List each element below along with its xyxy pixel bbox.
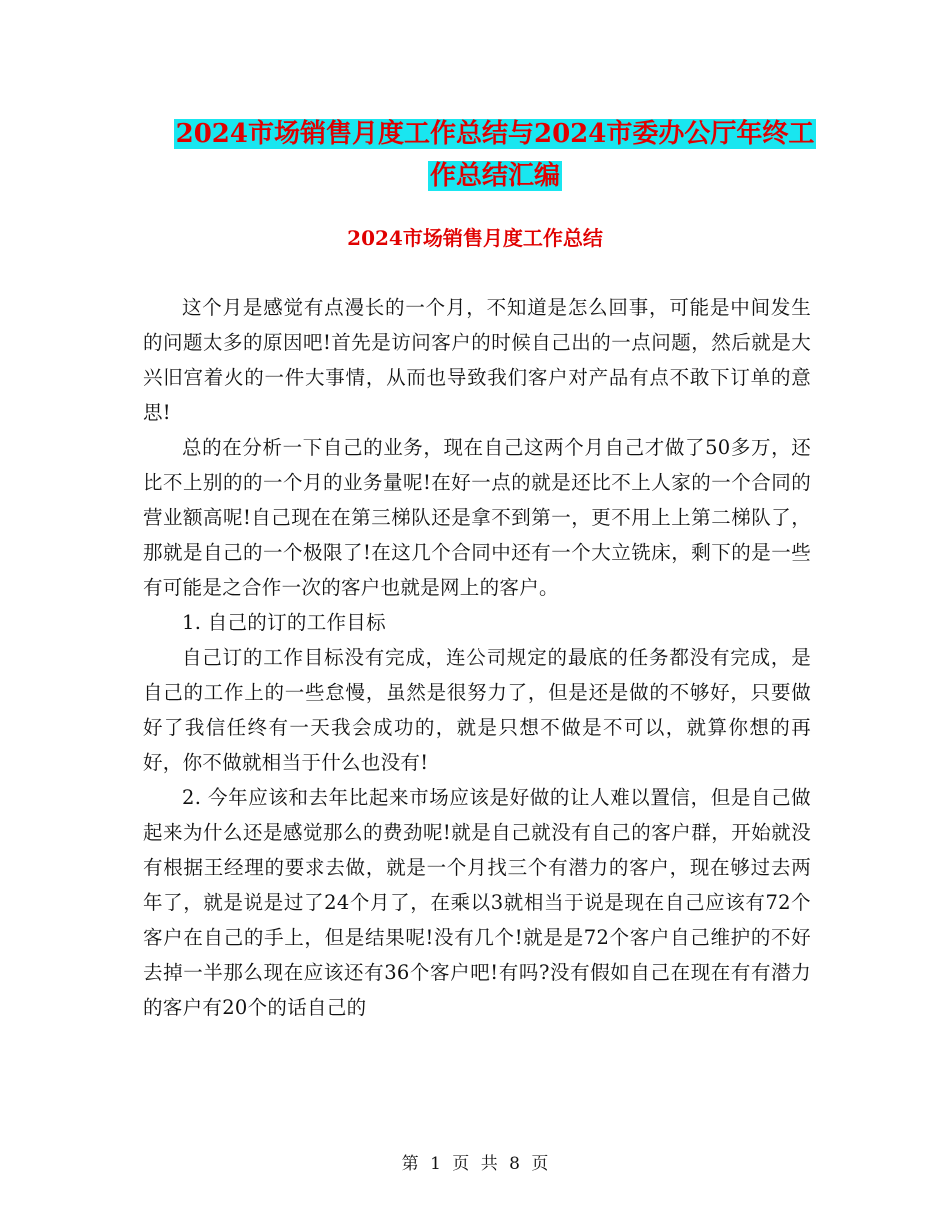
document-body xyxy=(143,290,811,1025)
document-title-line-2 xyxy=(140,154,850,198)
list-heading: 1. 自己的订的工作目标 xyxy=(182,611,386,634)
paragraph: 2. 今年应该和去年比起来市场应该是好做的让人难以置信，但是自己做起来为什么还是感觉那么的费劲呢!就是自己就没有自己的客户群，开始就没有根据王经理的要求去做，就是一个月找三个有潜力的客户，现在够过去两年了，就是说是过了24个月了，在乘以3就相当于说是现在自己应该有72个客户在自己的手上，但是结果呢!没有几个!就是是72个客户自己维护的不好去掉一半那么现在应该还有36个客户吧!有吗?没有假如自己在现在有有潜力的客户有20个的话自己的 xyxy=(143,786,811,1019)
document-title-line-1 xyxy=(140,112,850,156)
title-highlight: 2024市场销售月度工作总结与2024市委办公厅年终工 xyxy=(175,119,815,149)
title-highlight: 作总结汇编 xyxy=(429,161,560,191)
page-footer: 第 1 页 共 8 页 xyxy=(401,1154,549,1174)
paragraph: 总的在分析一下自己的业务，现在自己这两个月自己才做了50多万，还比不上别的的一个月的业务量呢!在好一点的就是还比不上人家的一个合同的营业额高呢!自己现在在第三梯队还是拿不到第一，更不用上上第二梯队了，那就是自己的一个极限了!在这几个合同中还有一个大立铣床，剩下的是一些有可能是之合作一次的客户也就是网上的客户。 xyxy=(143,436,811,599)
section-title: 2024市场销售月度工作总结 xyxy=(347,226,603,250)
paragraph: 这个月是感觉有点漫长的一个月，不知道是怎么回事，可能是中间发生的问题太多的原因吧!首先是访问客户的时候自己出的一点问题，然后就是大兴旧宫着火的一件大事情，从而也导致我们客户对产品有点不敢下订单的意思! xyxy=(143,296,811,424)
paragraph: 自己订的工作目标没有完成，连公司规定的最底的任务都没有完成，是自己的工作上的一些怠慢，虽然是很努力了，但是还是做的不够好，只要做好了我信任终有一天我会成功的，就是只想不做是不可以，就算你想的再好，你不做就相当于什么也没有! xyxy=(143,646,811,774)
